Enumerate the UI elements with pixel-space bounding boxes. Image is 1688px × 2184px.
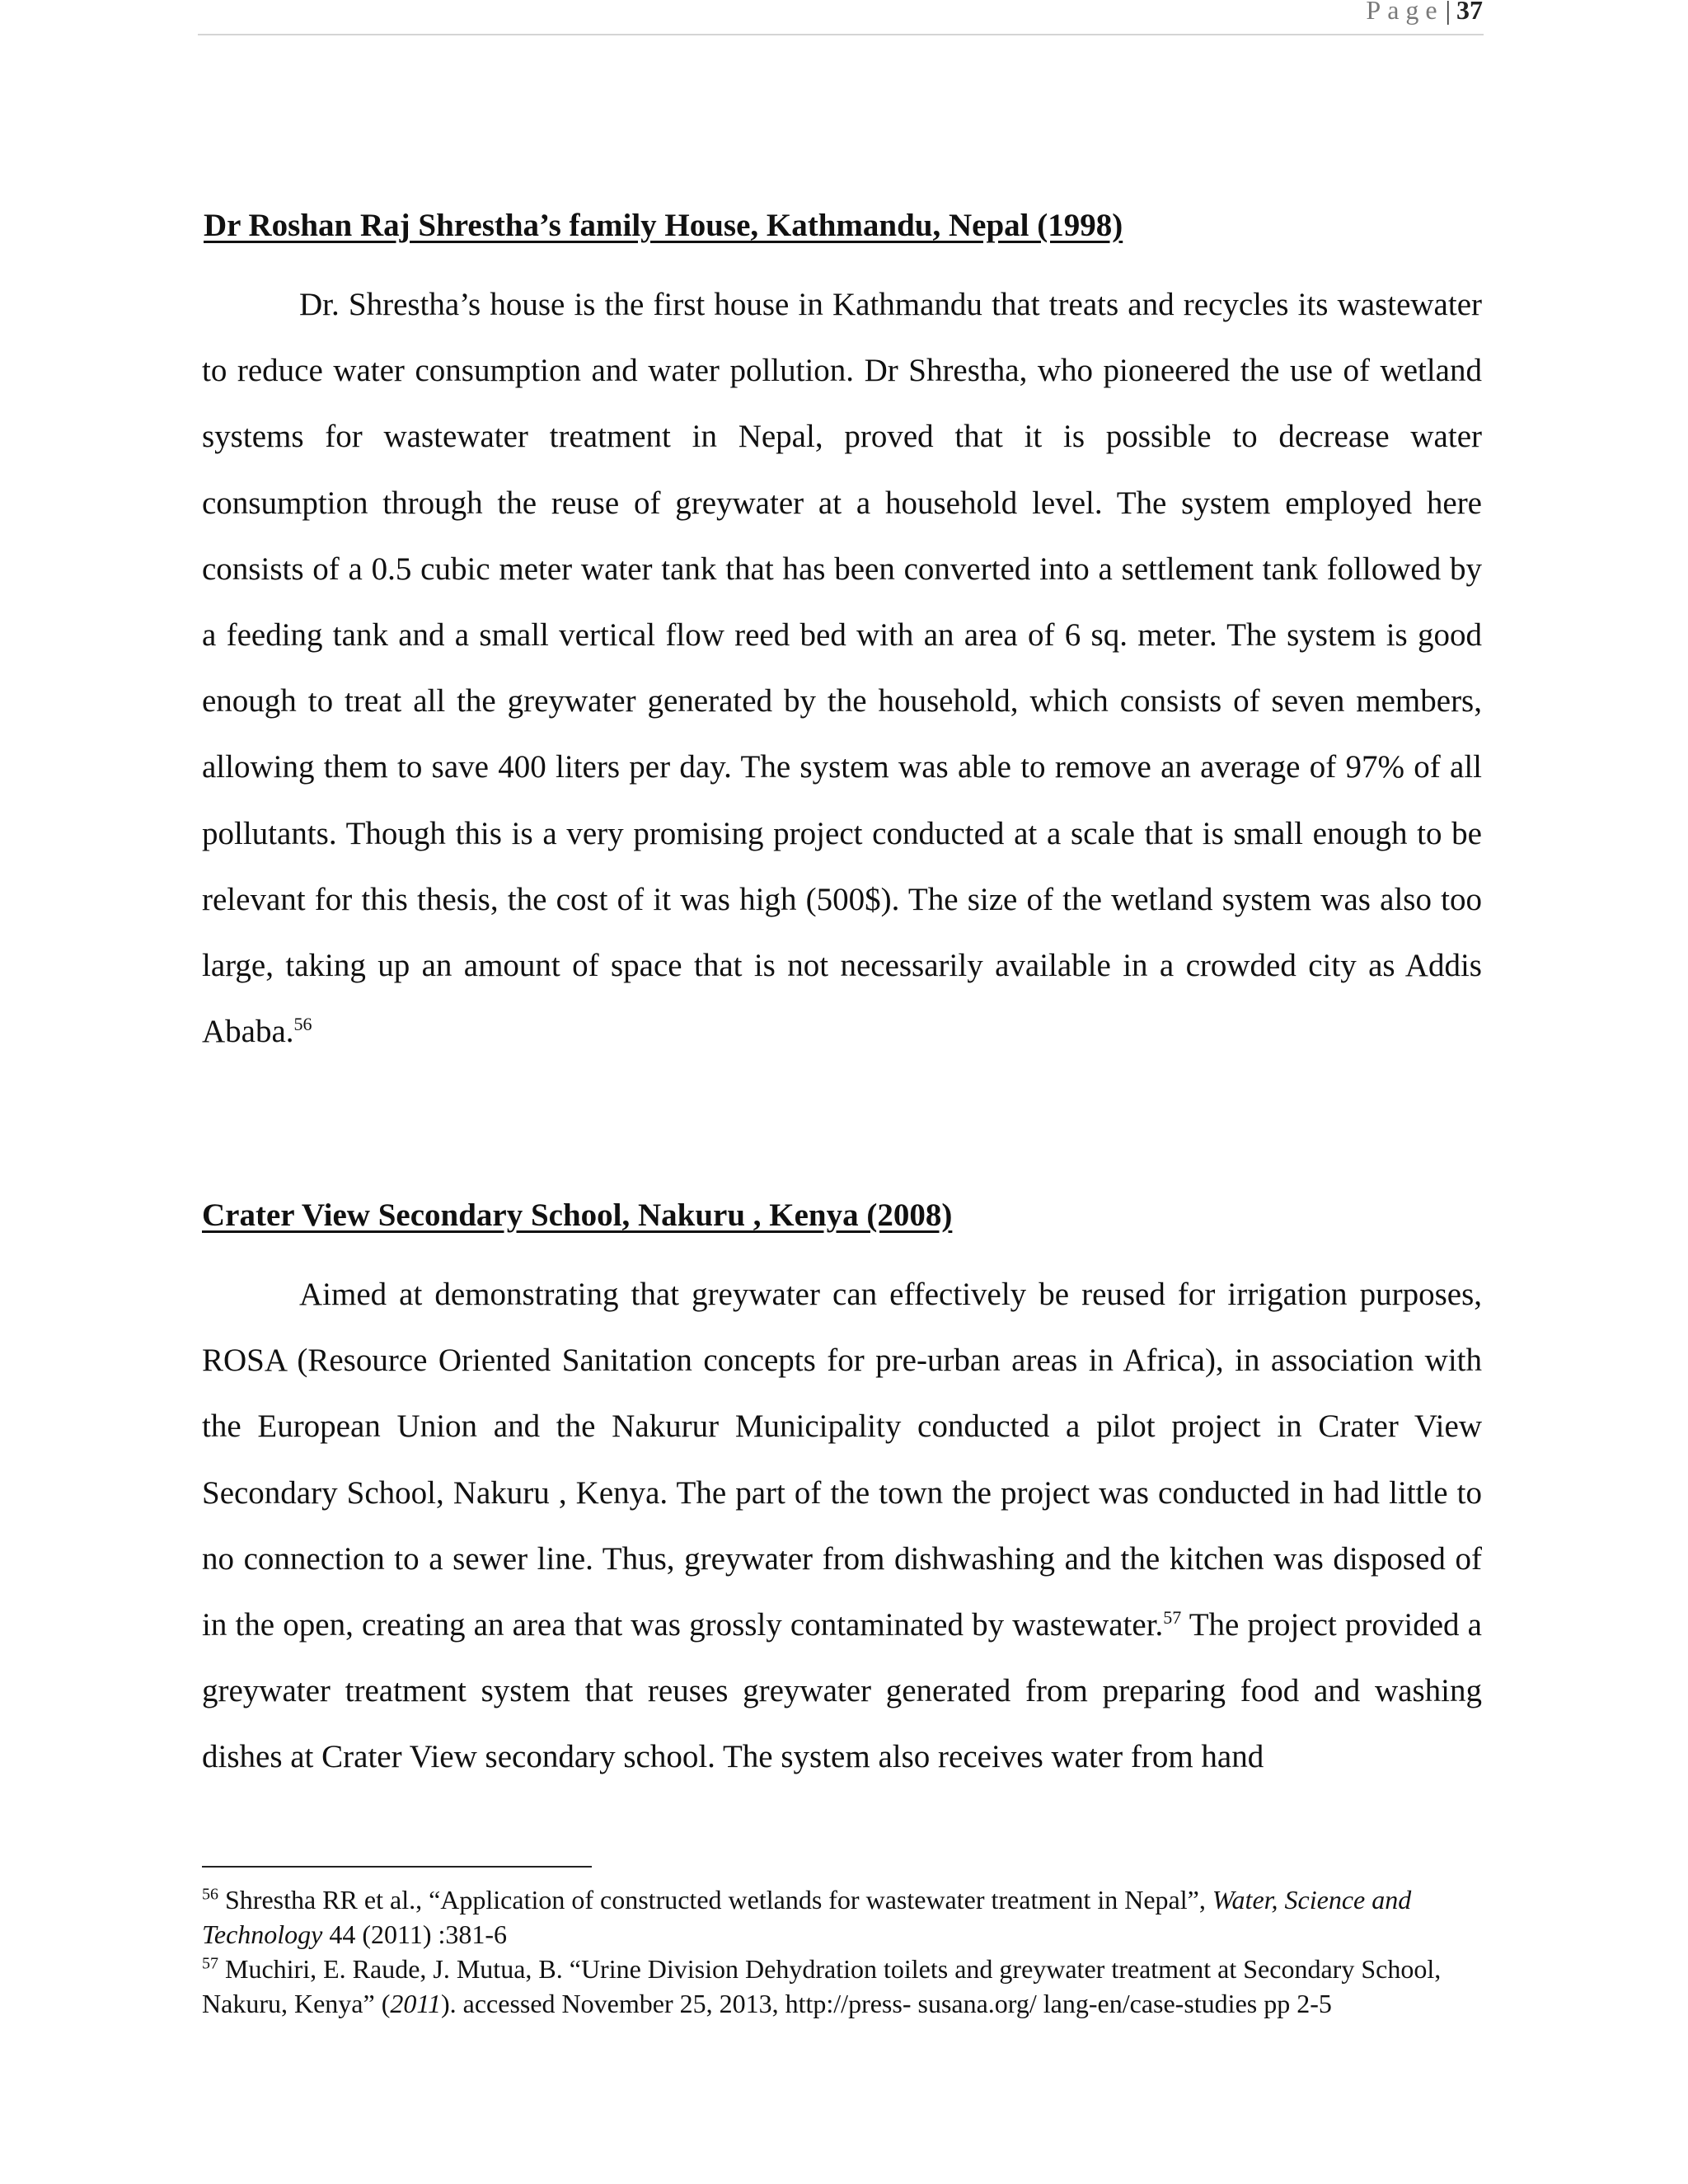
- paragraph-text: Dr. Shrestha’s house is the first house in Kathmandu that treats and recycles its wastewater to reduce water consumption and water pollution. Dr Shrestha, who pioneered the use of wetland systems for wastewater treatment in Nepal, proved that it is possible to decrease water consumption through the reuse of greywater at a household level. The system employed here consists of a 0.5 cubic meter water tank that has been converted into a settlement tank followed by a feeding tank and a small vertical flow reed bed with an area of 6 sq. meter. The system is good enough to treat all the greywater generated by the household, which consists of seven members, allowing them to save 400 liters per day. The system was able to remove an average of 97% of all pollutants. Though this is a very promising project conducted at a scale that is small enough to be relevant for this thesis, the cost of it was high (500$). The size of the wetland system was also too large, taking up an amount of space that is not necessarily available in a crowded city as Addis Ababa.: [202, 287, 1482, 1050]
- footnote-italic: 2011: [390, 1989, 441, 2018]
- section-paragraph-kathmandu: [202, 272, 1482, 1065]
- footnotes: [202, 1882, 1455, 2021]
- page-number: 37: [1456, 0, 1483, 25]
- footnote-separator: [202, 1866, 592, 1868]
- page-number-header: [1366, 0, 1483, 26]
- header-rule: [198, 34, 1484, 35]
- footnote-text-end: ). accessed November 25, 2013, http://press- susana.org/ lang-en/case-studies pp 2-5: [440, 1989, 1332, 2018]
- footnote-ref-56: 56: [293, 1014, 312, 1035]
- footnote-text: Muchiri, E. Raude, J. Mutua, B. “Urine Division Dehydration toilets and greywater treatment at Secondary School, Nakuru, Kenya” (: [202, 1954, 1442, 2018]
- section-heading-kathmandu: Dr Roshan Raj Shrestha’s family House, Kathmandu, Nepal (1998): [204, 208, 1123, 243]
- paragraph-text-part1: Aimed at demonstrating that greywater can effectively be reused for irrigation purposes, ROSA (Resource Oriented Sanitation concepts for pre-urban areas in Africa), in association with the European Union and the Nakurur Municipality conducted a pilot project in Crater View Secondary School, Nakuru , Kenya. The part of the town the project was conducted in had little to no connection to a sewer line. Thus, greywater from dishwashing and the kitchen was disposed of in the open, creating an area that was grossly contaminated by wastewater.: [202, 1277, 1482, 1643]
- footnote-text: Shrestha RR et al., “Application of constructed wetlands for wastewater treatment in Nepal”,: [218, 1885, 1212, 1915]
- footnote-italic: Water, Science and Technology: [202, 1885, 1412, 1949]
- paragraph-text-part2: The project provided a greywater treatment system that reuses greywater generated from preparing food and washing dishes at Crater View secondary school. The system also receives water from hand: [202, 1607, 1482, 1775]
- footnote-number: 56: [202, 1885, 218, 1904]
- section-paragraph-nakuru: [202, 1262, 1482, 1791]
- footnote-56: [202, 1882, 1455, 1952]
- footnote-text-end: 44 (2011) :381-6: [322, 1919, 508, 1949]
- page-label: Page: [1366, 0, 1444, 25]
- footnote-57: [202, 1952, 1455, 2021]
- footnote-number: 57: [202, 1954, 218, 1973]
- footnote-ref-57: 57: [1163, 1607, 1182, 1629]
- page-separator: |: [1445, 0, 1451, 25]
- section-heading-nakuru: Crater View Secondary School, Nakuru , Kenya (2008): [202, 1197, 953, 1233]
